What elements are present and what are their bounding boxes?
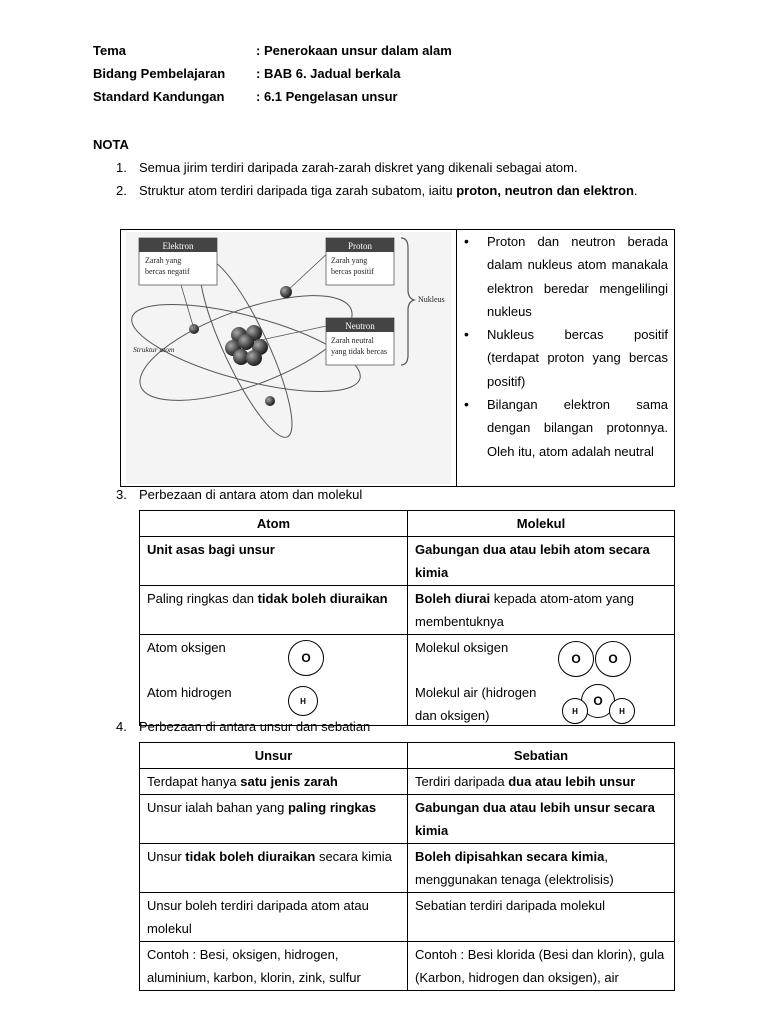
cell-text: Unsur ialah bahan yang bbox=[147, 800, 288, 815]
table-cell bbox=[408, 769, 675, 795]
bullet-item: • Bilangan elektron sama dengan bilangan protonnya. Oleh itu, atom adalah neutral bbox=[457, 393, 668, 463]
cell-text: , menggunakan tenaga (elektrolisis) bbox=[415, 849, 614, 887]
table-cell bbox=[408, 635, 675, 726]
cell-text-bold: paling ringkas bbox=[287, 800, 377, 815]
atom-structure-diagram bbox=[121, 230, 456, 486]
table-header-row bbox=[140, 511, 675, 537]
atom-figure-box bbox=[120, 229, 675, 487]
proton-desc: bercas positif bbox=[331, 267, 374, 276]
water-oxygen-atom: O bbox=[581, 684, 615, 718]
item-text-part: Struktur atom terdiri daripada tiga zarah subatom, iaitu bbox=[139, 183, 457, 198]
item-text: Perbezaan di antara atom dan molekul bbox=[139, 487, 363, 502]
oxygen-atom-circle: O bbox=[288, 640, 324, 676]
hydrogen-atom-circle: H bbox=[288, 686, 318, 716]
bidang-value: : BAB 6. Jadual berkala bbox=[256, 66, 401, 81]
elektron-title: Elektron bbox=[162, 241, 194, 251]
item-number: 4. bbox=[116, 719, 127, 734]
nukleus-label: Nukleus bbox=[418, 295, 445, 304]
water-hydrogen-atom: H bbox=[562, 698, 588, 724]
elektron-desc: bercas negatif bbox=[145, 267, 190, 276]
neutron-title: Neutron bbox=[345, 321, 375, 331]
header-bidang bbox=[93, 66, 401, 81]
cell-text-bold: satu jenis zarah bbox=[240, 774, 338, 789]
table-cell: Unsur boleh terdiri daripada atom atau molekul bbox=[140, 893, 408, 942]
cell-text-bold: Boleh diurai bbox=[415, 591, 491, 606]
item-number: 2. bbox=[116, 183, 127, 198]
cell-text-bold: dua atau lebih unsur bbox=[508, 774, 636, 789]
table-cell: Sebatian terdiri daripada molekul bbox=[408, 893, 675, 942]
cell-text-bold: Gabungan dua atau lebih unsur secara kimia bbox=[415, 800, 655, 838]
oxygen-molecule-atom: O bbox=[558, 641, 594, 677]
neutron-desc: Zarah neutral bbox=[331, 336, 374, 345]
table-row bbox=[140, 893, 675, 942]
header-standard bbox=[93, 89, 398, 104]
table-cell bbox=[408, 844, 675, 893]
unsur-sebatian-table bbox=[139, 742, 675, 991]
water-hydrogen-atom: H bbox=[609, 698, 635, 724]
cell-text: Terdiri daripada bbox=[415, 774, 509, 789]
table-row bbox=[140, 537, 675, 586]
table-cell bbox=[140, 769, 408, 795]
molekul-air-label: Molekul air (hidrogen dan oksigen) bbox=[415, 685, 537, 723]
table-row bbox=[140, 769, 675, 795]
cell-text-bold: tidak boleh diuraikan bbox=[185, 849, 316, 864]
column-header: Molekul bbox=[408, 511, 675, 537]
tema-label: Tema bbox=[93, 43, 126, 58]
elektron-desc: Zarah yang bbox=[145, 256, 182, 265]
table-row bbox=[140, 795, 675, 844]
table-row bbox=[140, 844, 675, 893]
struktur-atom-label: Struktur atom bbox=[133, 345, 175, 354]
table-cell bbox=[408, 537, 675, 586]
cell-text: secara kimia bbox=[315, 849, 392, 864]
table-cell bbox=[140, 586, 408, 635]
item-text-bold: proton, neutron dan elektron bbox=[456, 183, 634, 198]
bidang-label: Bidang Pembelajaran bbox=[93, 66, 226, 81]
item-number: 3. bbox=[116, 487, 127, 502]
atom-notes bbox=[457, 230, 675, 463]
nota-title: NOTA bbox=[93, 137, 129, 152]
table-cell bbox=[408, 795, 675, 844]
table-cell bbox=[140, 635, 408, 726]
cell-text-bold: Gabungan dua atau lebih atom secara kimia bbox=[415, 542, 650, 580]
electron-ball bbox=[265, 396, 275, 406]
oxygen-molecule-atom: O bbox=[595, 641, 631, 677]
proton-title: Proton bbox=[347, 241, 373, 251]
item-text-part: . bbox=[633, 183, 638, 198]
column-header: Sebatian bbox=[408, 743, 675, 769]
cell-text-bold: tidak boleh diuraikan bbox=[257, 591, 388, 606]
neutron-label-box bbox=[326, 318, 394, 365]
column-header: Unsur bbox=[140, 743, 408, 769]
table-row bbox=[140, 635, 675, 726]
atom-oksigen-label: Atom oksigen bbox=[147, 640, 226, 655]
column-header: Atom bbox=[140, 511, 408, 537]
bullet-item: • Nukleus bercas positif (terdapat proton yang bercas positif) bbox=[457, 323, 668, 393]
tema-value: : Penerokaan unsur dalam alam bbox=[256, 43, 452, 58]
molekul-oksigen-label: Molekul oksigen bbox=[415, 640, 509, 655]
cell-text: Unsur bbox=[147, 849, 186, 864]
table-cell bbox=[140, 844, 408, 893]
cell-text-bold: Unit asas bagi unsur bbox=[147, 542, 275, 557]
bullet-item: • Proton dan neutron berada dalam nukleus atom manakala elektron beredar mengelilingi nukleus bbox=[457, 230, 668, 323]
cell-text-bold: Boleh dipisahkan secara kimia bbox=[415, 849, 605, 864]
item-text bbox=[139, 179, 676, 202]
proton-label-box bbox=[326, 238, 394, 285]
item-text: Semua jirim terdiri daripada zarah-zarah diskret yang dikenali sebagai atom. bbox=[139, 160, 578, 175]
table-cell bbox=[140, 795, 408, 844]
proton-desc: Zarah yang bbox=[331, 256, 368, 265]
item-number: 1. bbox=[116, 160, 127, 175]
neutron-desc: yang tidak bercas bbox=[331, 347, 387, 356]
cell-text: Paling ringkas dan bbox=[147, 591, 258, 606]
item-text: Perbezaan di antara unsur dan sebatian bbox=[139, 719, 371, 734]
elektron-label-box bbox=[139, 238, 217, 285]
table-cell bbox=[408, 586, 675, 635]
header-tema bbox=[93, 43, 452, 58]
note-item-2 bbox=[116, 179, 676, 225]
cell-text: kepada atom-atom yang membentuknya bbox=[415, 591, 634, 629]
table-cell bbox=[140, 537, 408, 586]
table-header-row bbox=[140, 743, 675, 769]
standard-value: : 6.1 Pengelasan unsur bbox=[256, 89, 398, 104]
table-row bbox=[140, 586, 675, 635]
table-cell: Contoh : Besi klorida (Besi dan klorin), gula (Karbon, hidrogen dan oksigen), air bbox=[408, 942, 675, 991]
table-row bbox=[140, 942, 675, 991]
cell-text: Terdapat hanya bbox=[147, 774, 241, 789]
table-cell: Contoh : Besi, oksigen, hidrogen, aluminium, karbon, klorin, zink, sulfur bbox=[140, 942, 408, 991]
atom-molekul-table bbox=[139, 510, 675, 726]
standard-label: Standard Kandungan bbox=[93, 89, 225, 104]
atom-hidrogen-label: Atom hidrogen bbox=[147, 685, 232, 700]
